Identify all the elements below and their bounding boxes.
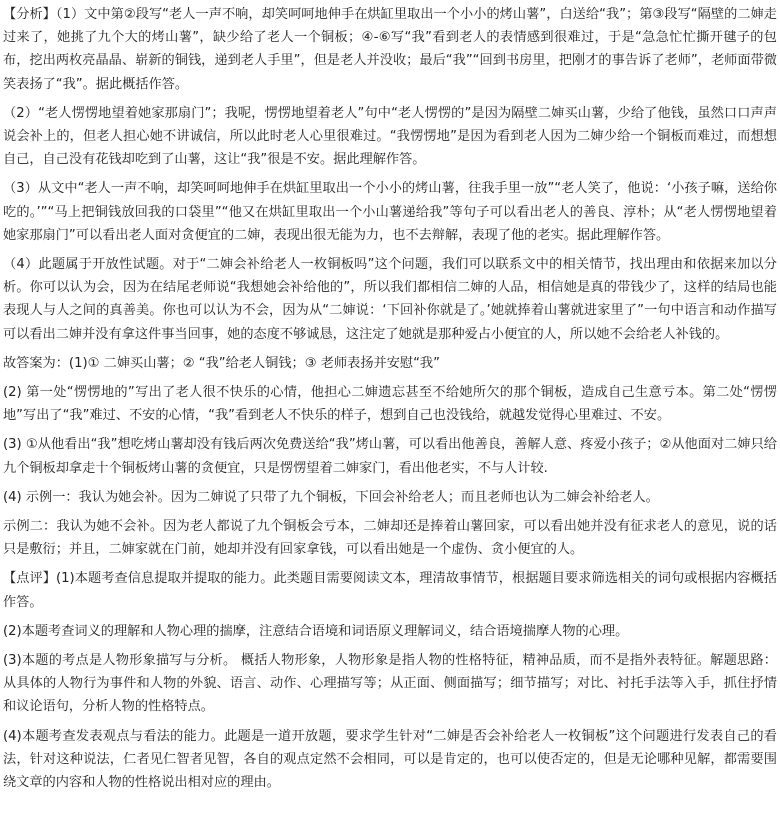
analysis-part-3: （3）从文中“老人一声不响，却笑呵呵地伸手在烘缸里取出一个小小的烤山薯，往我手里一放”“老人笑了，他说：‘小孩子嘛，送给你吃的。’”“马上把铜钱放回我的口袋里”“他又在烘缸里取出一个小山薯递给我”等句子可以看出老人的善良、淳朴；从“老人愣愣地望着她家那扇门”可以看出老人面对贪便宜的二婶，表现出很无能为力，也不去辩解，表现了他的老实。据此理解作答。 [3, 181, 777, 243]
analysis-part-1: 【分析】（1）文中第②段写“老人一声不响，却笑呵呵地伸手在烘缸里取出一个小小的烤山薯”，白送给“我”；第③段写“隔壁的二婶走过来了，她挑了九个大的烤山薯”，缺少给了老人一个铜板；④-⑥写“我”看到老人的表情感到很难过，于是“急急忙忙撕开毽子的包布，挖出两枚亮晶晶、崭新的铜钱，递到老人手里”，但是老人并没收；最后“我”“回到书房里，把刚才的事告诉了老师”，老师面带微笑表扬了“我”。据此概括作答。 [3, 7, 777, 92]
analysis-part-4: （4）此题属于开放性试题。对于“二婶会补给老人一枚铜板吗”这个问题，我们可以联系文中的相关情节，找出理由和依据来加以分析。你可以认为会，因为在结尾老师说“我想她会补给他的”，所以我们都相信二婶的人品，相信她是真的带钱少了，这样的结局也能表现人与人之间的真善美。你也可以认为不会，因为从“二婶说：‘下回补你就是了。’她就捧着山薯就进家里了”一句中语言和动作描写可以看出二婶并没有拿这件事当回事，她的态度不够诚恳，这注定了她就是那种爱占小便宜的人，所以她不会给老人补钱的。 [3, 257, 777, 342]
answer-4-example-2: 示例二：我认为她不会补。因为老人都说了九个铜板会亏本，二婶却还是捧着山薯回家，可以看出她并没有征求老人的意见，说的话只是敷衍；并且，二婶家就在门前，她却并没有回家拿钱，可以看出她是一个虚伪、贪小便宜的人。 [3, 519, 777, 558]
comment-1: 【点评】(1)本题考查信息提取并提取的能力。此类题目需要阅读文本，理清故事情节，根据题目要求筛选相关的词句或根据内容概括作答。 [3, 571, 777, 610]
comment-2: (2)本题考查词义的理解和人物心理的揣摩，注意结合语境和词语原义理解词义，结合语境揣摩人物的心理。 [3, 623, 629, 639]
answer-4-example-1: (4) 示例一：我认为她会补。因为二婶说了只带了九个铜板，下回会补给老人；而且老师也认为二婶会补给老人。 [3, 489, 659, 505]
answer-1: 故答案为：(1)① 二婶买山薯；② “我”给老人铜钱；③ 老师表扬并安慰“我” [3, 355, 440, 371]
comment-3: (3)本题的考点是人物形象描写与分析。 概括人物形象，人物形象是指人物的性格特征，精神品质，而不是指外表特征。解题思路：从具体的人物行为事件和人物的外貌、语言、动作、心理描写等；从正面、侧面描写；细节描写；对比、衬托手法等入手，抓住抒情和议论语句，分析人物的性格特点。 [3, 653, 777, 715]
analysis-part-2: （2）“老人愣愣地望着她家那扇门”；我呢，愣愣地望着老人”句中“老人愣愣的”是因为隔壁二婶买山薯，少给了他钱，虽然口口声声说会补上的，但老人担心她不讲诚信，所以此时老人心里很难过。“我愣愣地”是因为看到老人因为二婶少给一个铜板而难过，而想想自己，自己没有花钱却吃到了山薯，这让“我”很是不安。据此理解作答。 [3, 105, 777, 168]
answer-2: (2) 第一处“愣愣地的”写出了老人很不快乐的心情，他担心二婶遗忘甚至不给她所欠的那个铜板，造成自己生意亏本。第二处“愣愣地”写出了“我”难过、不安的心情，“我”看到老人不快乐的样子，想到自己也没钱给，就越发觉得心里难过、不安。 [3, 385, 777, 424]
answer-3: (3) ①从他看出“我”想吃烤山薯却没有钱后两次免费送给“我”烤山薯，可以看出他善良，善解人意、疼爱小孩子；②从他面对二婶只给九个铜板却拿走十个铜板烤山薯的贪便宜，只是愣愣望着二婶家门，看出他老实，不与人计较. [3, 437, 777, 476]
comment-4: (4)本题考查发表观点与看法的能力。此题是一道开放题，要求学生针对“二婶是否会补给老人一枚铜板”这个问题进行发表自己的看法，针对这种说法，仁者见仁智者见智，各自的观点定然不会相同，可以是肯定的，也可以使否定的，但是无论哪种见解，都需要围绕文章的内容和人物的性格说出相对应的理由。 [3, 728, 777, 791]
